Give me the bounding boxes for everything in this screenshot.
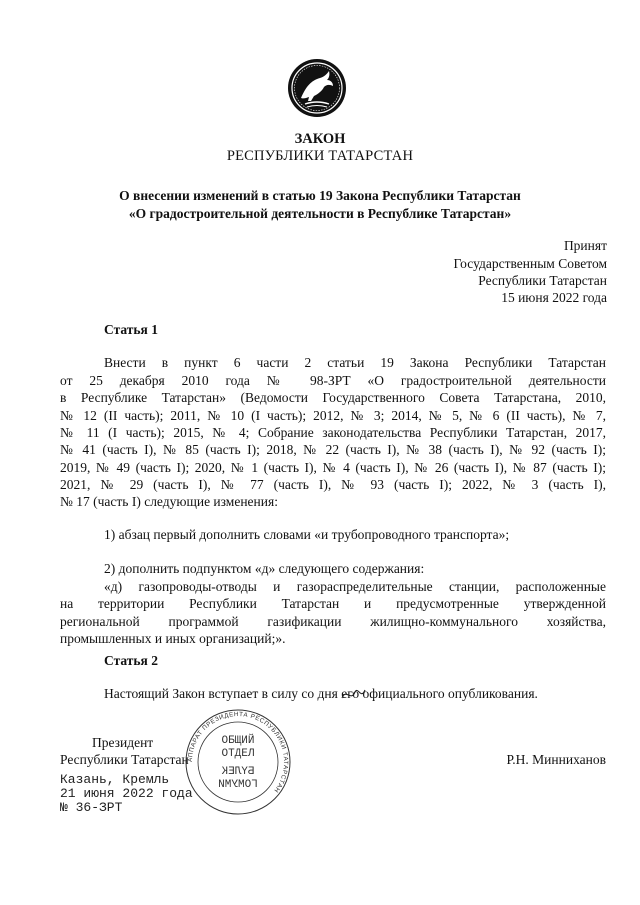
amendment-item-2-line: промышленных и иных организаций;». <box>60 631 286 646</box>
document-type: ЗАКОН <box>294 131 346 147</box>
article-1-line: № 41 (часть I), № 85 (часть I); 2018, № 22 (часть I), № 38 (часть I), № 92 (часть I); <box>60 442 606 457</box>
article-1-line: 2021, № 29 (часть I), № 77 (часть I), № 93 (часть I); 2022, № 3 (часть I), <box>60 477 606 492</box>
article-1-line: № 12 (II часть); 2011, № 10 (I часть); 2012, № 3; 2014, № 5, № 6 (II часть), № 7, <box>60 408 606 423</box>
stamp-ring-icon <box>177 708 299 816</box>
issuance-place: Казань, Кремль <box>60 772 170 787</box>
issuance-number: № 36-ЗРТ <box>60 800 123 815</box>
adopted-date: 15 июня 2022 года <box>501 290 607 305</box>
adopted-line-1: Принят <box>563 238 607 253</box>
tatarstan-emblem-icon <box>287 58 347 118</box>
article-1-line: 2019, № 49 (часть I); 2020, № 1 (часть I), № 4 (часть I), № 26 (часть I), № 87 (часть I); <box>60 460 606 475</box>
adopted-line-2: Государственным Советом <box>453 256 607 271</box>
document-issuer: РЕСПУБЛИКИ ТАТАРСТАН <box>226 148 414 164</box>
subject-line-1: О внесении изменений в статью 19 Закона Республики Татарстан <box>119 188 521 203</box>
handwritten-mark-icon <box>339 684 367 704</box>
amendment-item-2-intro: 2) дополнить подпунктом «д» следующего содержания: <box>104 561 425 576</box>
official-stamp <box>177 708 299 816</box>
article-2-heading: Статья 2 <box>104 653 158 668</box>
stamp-line-4: ГОМУМИ <box>218 779 258 791</box>
article-1-line: Внести в пункт 6 части 2 статьи 19 Закона Республики Татарстан <box>104 355 606 370</box>
article-1-line: № 17 (часть I) следующие изменения: <box>60 494 278 509</box>
article-1-line: от 25 декабря 2010 года № 98-ЗРТ «О градостроительной деятельности <box>60 373 606 388</box>
article-1-line: № 11 (I часть); 2015, № 4; Собрание законодательства Республики Татарстан, 2017, <box>60 425 606 440</box>
amendment-item-2-line: «д) газопроводы-отводы и газораспределительные станции, расположенные <box>104 579 606 594</box>
signatory-position-line-2: Республики Татарстан <box>60 752 189 767</box>
signatory-position-line-1: Президент <box>92 735 154 750</box>
article-2-text: Настоящий Закон вступает в силу со дня его официального опубликования. <box>104 686 538 701</box>
amendment-item-2-line: на территории Республики Татарстан и предусмотренные утвержденной <box>60 596 606 611</box>
amendment-item-2-line: региональной программой газификации жилищно-коммунального хозяйства, <box>60 614 606 629</box>
amendment-item-1: 1) абзац первый дополнить словами «и трубопроводного транспорта»; <box>104 527 510 542</box>
issuance-date: 21 июня 2022 года <box>60 786 193 801</box>
stamp-line-2: ОТДЕЛ <box>221 748 255 760</box>
adopted-line-3: Республики Татарстан <box>478 273 607 288</box>
stamp-ring-text: АППАРАТ ПРЕЗИДЕНТА РЕСПУБЛИКИ ТАТАРСТАН <box>186 710 290 794</box>
signatory-name: Р.Н. Минниханов <box>506 752 606 767</box>
stamp-line-3: БҮЛЕК <box>221 766 255 778</box>
stamp-line-1: ОБЩИЙ <box>221 735 255 747</box>
subject-line-2: «О градостроительной деятельности в Республике Татарстан» <box>128 206 512 221</box>
article-1-line: в Республике Татарстан» (Ведомости Государственного Совета Татарстана, 2010, <box>60 390 606 405</box>
article-1-heading: Статья 1 <box>104 322 158 337</box>
